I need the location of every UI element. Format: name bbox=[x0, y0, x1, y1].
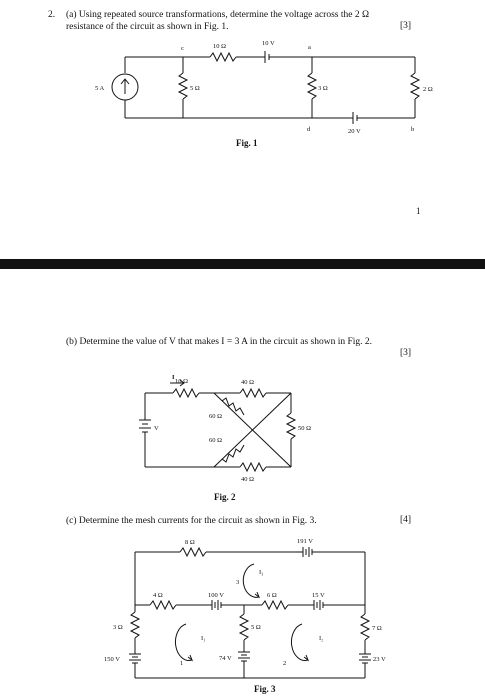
fig3-label-node-2: 2 bbox=[283, 660, 287, 667]
fig1-label-10v: 10 V bbox=[262, 40, 275, 47]
fig2-label-40-ohm-bottom: 40 Ω bbox=[241, 476, 254, 483]
fig3-label-191v: 191 V bbox=[297, 538, 313, 545]
part-a-question-line2: resistance of the circuit as shown in Fig. 1. bbox=[66, 22, 229, 32]
fig3-label-node-1: 1 bbox=[180, 660, 184, 667]
fig3-caption: Fig. 3 bbox=[254, 684, 276, 694]
fig3-label-150v: 150 V bbox=[104, 656, 120, 663]
part-b-question: (b) Determine the value of V that makes I = 3 A in the circuit as shown in Fig. 2. bbox=[66, 337, 373, 347]
fig2-resistor-10-ohm bbox=[173, 389, 199, 397]
fig3-resistor-5-ohm bbox=[240, 614, 248, 640]
part-c-question: (c) Determine the mesh currents for the circuit as shown in Fig. 3. bbox=[66, 516, 317, 526]
fig3-label-7-ohm: 7 Ω bbox=[372, 625, 382, 632]
fig1-caption: Fig. 1 bbox=[236, 138, 258, 148]
fig3-resistor-6-ohm bbox=[262, 601, 288, 609]
fig2-caption: Fig. 2 bbox=[214, 492, 236, 502]
fig3-label-5-ohm: 5 Ω bbox=[251, 624, 261, 631]
fig1-label-5a: 5 A bbox=[95, 85, 105, 92]
fig2-resistor-60-ohm-upper bbox=[222, 398, 244, 415]
fig2-resistor-60-ohm-lower bbox=[222, 445, 244, 462]
fig1-node-a: a bbox=[308, 44, 311, 51]
fig1-label-5-ohm: 5 Ω bbox=[190, 85, 200, 92]
fig2-resistor-50-ohm bbox=[287, 413, 295, 439]
page-number: 1 bbox=[416, 206, 421, 216]
fig1-resistor-2-ohm bbox=[411, 73, 419, 99]
part-b-marks: [3] bbox=[400, 348, 412, 358]
fig3-resistor-3-ohm bbox=[131, 612, 139, 638]
part-a-question-line1: (a) Using repeated source transformations, determine the voltage across the 2 Ω bbox=[66, 10, 370, 20]
part-a-marks: [3] bbox=[400, 21, 412, 31]
part-c-marks: [4] bbox=[400, 515, 412, 525]
fig3-mesh-arrow-i2 bbox=[291, 624, 308, 660]
fig1-circuit-diagram bbox=[0, 0, 485, 260]
fig3-label-8-ohm: 8 Ω bbox=[185, 539, 195, 546]
fig3-label-6-ohm: 6 Ω bbox=[267, 592, 277, 599]
fig2-resistor-40-ohm-top bbox=[240, 389, 266, 397]
fig3-mesh-arrow-i1 bbox=[175, 624, 192, 660]
fig3-label-i3: I₃ bbox=[259, 569, 264, 576]
fig3-label-i2: I₂ bbox=[319, 635, 324, 642]
fig3-resistor-7-ohm bbox=[361, 614, 369, 640]
fig1-node-c: c bbox=[181, 45, 184, 52]
fig2-label-40-ohm-top: 40 Ω bbox=[241, 379, 254, 386]
fig1-node-b: b bbox=[411, 126, 415, 133]
fig1-resistor-10-ohm bbox=[210, 53, 236, 61]
fig1-resistor-5-ohm bbox=[179, 73, 187, 99]
fig3-label-74v: 74 V bbox=[219, 655, 232, 662]
fig1-label-2-ohm: 2 Ω bbox=[423, 86, 433, 93]
fig3-label-i1: I₁ bbox=[201, 635, 206, 642]
fig1-label-20v: 20 V bbox=[348, 128, 361, 135]
fig3-label-3-ohm: 3 Ω bbox=[113, 624, 123, 631]
fig1-label-3-ohm: 3 Ω bbox=[318, 85, 328, 92]
fig2-label-current-i: I bbox=[172, 374, 175, 381]
fig2-label-10-ohm: 10 Ω bbox=[175, 378, 188, 385]
page-divider-band bbox=[0, 259, 485, 269]
question-number: 2. bbox=[48, 10, 56, 20]
fig3-resistor-4-ohm bbox=[150, 601, 176, 609]
fig3-label-15v: 15 V bbox=[312, 592, 325, 599]
fig3-label-4-ohm: 4 Ω bbox=[153, 592, 163, 599]
fig3-mesh-arrow-i3 bbox=[243, 564, 259, 597]
fig3-label-100v: 100 V bbox=[208, 592, 224, 599]
fig3-label-23v: 23 V bbox=[373, 656, 386, 663]
fig2-label-v: V bbox=[154, 425, 159, 432]
fig2-label-50-ohm: 50 Ω bbox=[298, 425, 311, 432]
fig2-resistor-40-ohm-bottom bbox=[240, 463, 266, 471]
fig1-node-d: d bbox=[307, 126, 311, 133]
fig2-label-60-ohm-b: 60 Ω bbox=[209, 437, 222, 444]
fig3-resistor-8-ohm bbox=[180, 548, 206, 556]
fig2-label-60-ohm-a: 60 Ω bbox=[209, 413, 222, 420]
fig1-label-10-ohm: 10 Ω bbox=[213, 43, 226, 50]
fig1-resistor-3-ohm bbox=[308, 73, 316, 99]
fig3-label-node-3: 3 bbox=[236, 579, 240, 586]
